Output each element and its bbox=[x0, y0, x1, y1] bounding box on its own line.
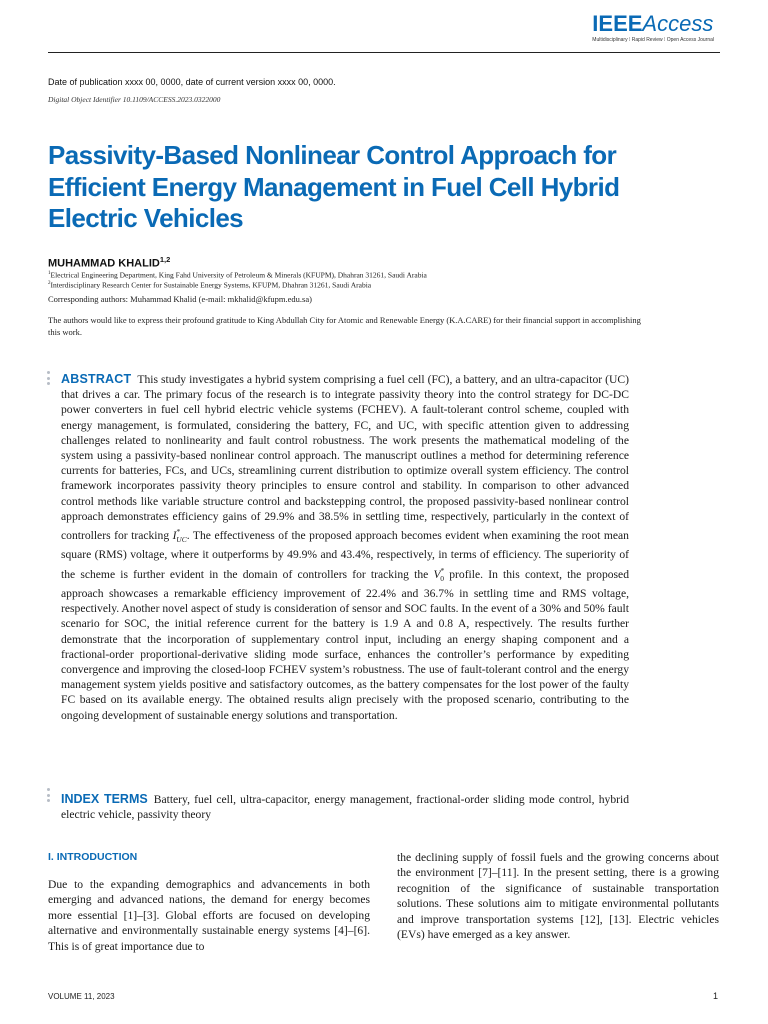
symbol-i-sup: * bbox=[176, 527, 181, 537]
author-name-text: MUHAMMAD KHALID bbox=[48, 257, 160, 270]
symbol-i-sub bbox=[176, 535, 186, 544]
acknowledgment: The authors would like to express their profound gratitude to King Abdullah City for Atomic and Renewable Energy (K.A.CARE) for their financial support in accomplishing this work. bbox=[48, 315, 641, 337]
abstract bbox=[61, 372, 629, 723]
symbol-v-base: V bbox=[433, 567, 441, 581]
marker-dot bbox=[47, 382, 50, 385]
ieee-access-logo bbox=[592, 12, 714, 43]
index-terms-text: Battery, fuel cell, ultra-capacitor, energy management, fractional-order sliding mode control, hybrid electric vehicle, passivity theory bbox=[61, 793, 629, 822]
marker-dot bbox=[47, 371, 50, 374]
marker-dot bbox=[47, 794, 50, 797]
logo-ieee-text: IEEE bbox=[592, 11, 643, 36]
symbol-v-sub: 0 bbox=[440, 573, 445, 583]
affiliation-1-number: 1 bbox=[48, 271, 51, 276]
marker-dot bbox=[47, 377, 50, 380]
abstract-text-1: This study investigates a hybrid system comprising a fuel cell (FC), a battery, and an ultra-capacitor (UC) that drives a car. The primary focus of the research is to integrate passivity theory into the control strategy for DC-DC power converters in fuel cell hybrid electric vehicle systems (FCHEV). A fault-tolerant control scheme, coupled with energy management, is formulated, considering the battery, FC, and UC, with specific attention given to addressing challenges related to nonlinearity and fault control robustness. The work presents the mathematical modeling of the system using a passivity-based nonlinear control approach. The manuscript outlines a method for determining reference currents for batteries, FCs, and UCs, streamlining current distribution to optimize overall system efficiency. The control framework incorporates passivity theory principles to ensure control and stability. In comparison to other advanced control methods like variable structure control and backstepping control, the proposed passivity-based nonlinear control approach demonstrates efficiency gains of 29.9% and 38.5% in settling time, respectively, particularly in the context of controllers for tracking bbox=[61, 373, 629, 542]
marker-dot bbox=[47, 799, 50, 802]
logo-tagline: Multidisciplinary ⁞ Rapid Review ⁞ Open Access Journal bbox=[592, 37, 714, 43]
symbol-v-sup: * bbox=[440, 565, 445, 575]
marker-dot bbox=[47, 788, 50, 791]
affiliation-2-number: 2 bbox=[48, 281, 51, 286]
abstract-marker-icon bbox=[47, 371, 51, 388]
symbol-i-base: I bbox=[172, 528, 177, 542]
introduction-heading: I. INTRODUCTION bbox=[48, 851, 138, 863]
paper-title: Passivity-Based Nonlinear Control Approach for Efficient Energy Management in Fuel Cell Hybrid Electric Vehicles bbox=[48, 140, 620, 233]
abstract-text-2: . The effectiveness of the proposed approach becomes evident when examining the root mean square (RMS) voltage, where it outperforms by 49.9% and 43.4%, respectively, in terms of efficiency. The superiority of the scheme is further evident in the domain of controllers for tracking the bbox=[61, 528, 629, 581]
affiliation-2 bbox=[48, 279, 371, 291]
corresponding-author: Corresponding authors: Muhammad Khalid (e-mail: mkhalid@kfupm.edu.sa) bbox=[48, 294, 312, 304]
index-terms bbox=[61, 792, 629, 823]
footer-page-number: 1 bbox=[712, 991, 718, 1001]
index-terms-heading: INDEX TERMS bbox=[61, 792, 148, 806]
author-name bbox=[48, 255, 170, 270]
abstract-text-3: profile. In this context, the proposed approach showcases a remarkable efficiency improvement of 22.4% and 36.7% in settling time and RMS voltage, respectively. Another novel aspect of study is consideration of sensor and SOC faults. In the event of a 30% and 50% fault scenario for SOC, the initial reference current for the battery is 1.9 A and 0.8 A, respectively. The results further demonstrate that the incorporation of supplementary control input, including an energy shaping component and a fractional-order proportional-derivative sliding mode surface, enhances the controller’s performance by expediting convergence and improving the closed-loop FCHEV system’s robustness. The use of fault-tolerant control and the energy management system yields positive and satisfactory outcomes, as the battery compensates for the lost power of the faulty FC based on its available energy. The obtained results align precisely with the proposed scenario, contributing to the ongoing development of sustainable energy solutions and transportation. bbox=[61, 567, 629, 722]
footer-volume: VOLUME 11, 2023 bbox=[48, 992, 115, 1001]
introduction-left-column: Due to the expanding demographics and advancements in both emerging and advanced nations, the demand for energy becomes more essential [1]–[3]. Global efforts are focused on developing alternative and environmentally sustainable energy systems [4]–[6]. This is of great importance due to bbox=[48, 878, 370, 953]
logo-access-text: Access bbox=[642, 11, 714, 36]
symbol-i-sub-text: UC bbox=[176, 535, 187, 545]
affiliation-2-text: Interdisciplinary Research Center for Sustainable Energy Systems, KFUPM, Dhahran 31261, Saudi Arabia bbox=[50, 280, 372, 290]
logo-wordmark bbox=[592, 12, 714, 36]
affiliation-1-text: Electrical Engineering Department, King Fahd University of Petroleum & Minerals (KFUPM), Dhahran 31261, Saudi Arabia bbox=[50, 270, 427, 280]
introduction-right-column: the declining supply of fossil fuels and the growing concerns about the environment [7]–[11]. In the present setting, there is a growing recognition of the significance of sustainable transportation solutions. These solutions aim to mitigate environmental pollutants and improve transportation systems [12], [13]. Electric vehicles (EVs) have emerged as a key answer. bbox=[397, 851, 719, 942]
header-rule bbox=[48, 52, 720, 53]
abstract-heading: ABSTRACT bbox=[61, 372, 132, 386]
author-affiliation-marks: 1,2 bbox=[159, 255, 171, 264]
doi-line: Digital Object Identifier 10.1109/ACCESS.2023.0322000 bbox=[48, 95, 221, 104]
publication-date: Date of publication xxxx 00, 0000, date of current version xxxx 00, 0000. bbox=[48, 77, 336, 87]
index-terms-marker-icon bbox=[47, 788, 51, 805]
